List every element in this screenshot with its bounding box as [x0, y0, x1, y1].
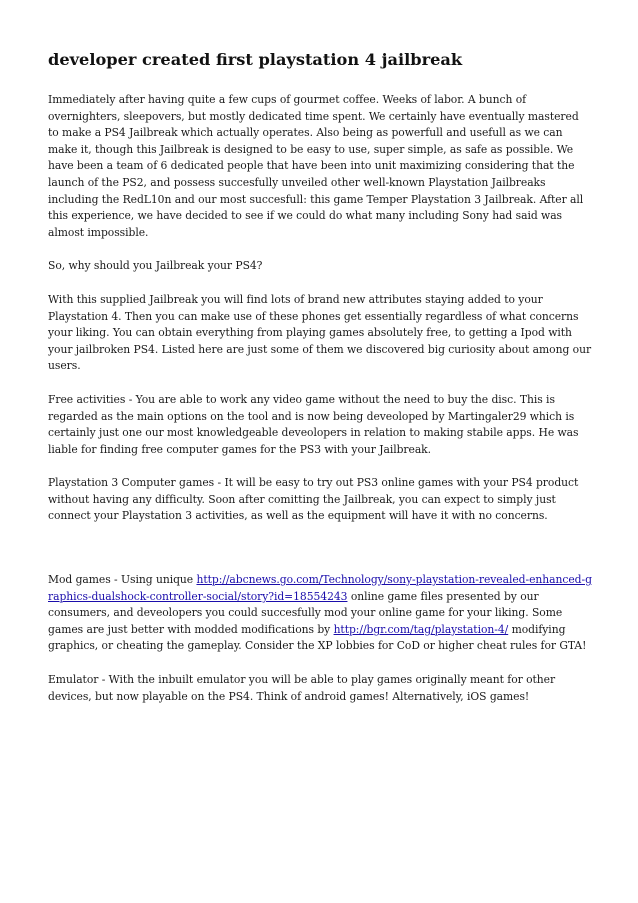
paragraph-mod-games: [48, 572, 592, 655]
abcnews-link[interactable]: http://abcnews.go.com/Technology/sony-playstation-revealed-enhanced-graphics-dualshock-controller-social/story?id=18554243: [48, 573, 592, 603]
document-page: [48, 48, 592, 722]
paragraph-new-attributes: With this supplied Jailbreak you will find lots of brand new attributes staying added to your Playstation 4. Then you can make use of these phones get essentially regardless of what concerns your liking. You can obtain everything from playing games absolutely free, to getting a Ipod with your jailbroken PS4. Listed here are just some of them we discovered big curiosity about among our users.: [48, 292, 592, 373]
bgr-link[interactable]: http://bgr.com/tag/playstation-4/: [333, 622, 509, 636]
document-title: developer created first playstation 4 jailbreak: [48, 50, 463, 69]
mod-games-text-2: online game files presented by our consumers, and deveolopers you could succesfully mod your online game for your liking. Some games are just better with modded modifications by: [48, 589, 563, 636]
paragraph-free-activities: Free activities - You are able to work any video game without the need to buy the disc. This is regarded as the main options on the tool and is now being deveoloped by Martingaler29 which is certainly just one our most knowledgeable deveolopers in relation to making stabile apps. He was liable for finding free computer games for the PS3 with your Jailbreak.: [48, 392, 579, 456]
paragraph-intro: Immediately after having quite a few cups of gourmet coffee. Weeks of labor. A bunch of overnighters, sleepovers, but mostly dedicated time spent. We certainly have eventually mastered to make a PS4 Jailbreak which actually operates. Also being as powerfull and usefull as we can make it, though this Jailbreak is designed to be easy to use, super simple, as safe as possible. We have been a team of 6 dedicated people that have been into unit maximizing considering that the launch of the PS2, and possess succesfully unveiled other well-known Playstation Jailbreaks including the RedL10n and our most succesfull: this game Temper Playstation 3 Jailbreak. After all this experience, we have decided to see if we could do what many including Sony had said was almost impossible.: [48, 93, 584, 239]
mod-games-text-3: modifying graphics, or cheating the gameplay. Consider the XP lobbies for CoD or higher cheat rules for GTA!: [48, 622, 587, 653]
paragraph-emulator: Emulator - With the inbuilt emulator you will be able to play games originally meant for other devices, but now playable on the PS4. Think of android games! Alternatively, iOS games!: [48, 673, 556, 703]
paragraph-ps3-games: Playstation 3 Computer games - It will be easy to try out PS3 online games with your PS4 product without having any difficulty. Soon after comitting the Jailbreak, you can expect to simply just connect your Playstation 3 activities, as well as the equipment will have it with no concerns.: [48, 476, 579, 523]
mod-games-text-1: Mod games - Using unique: [48, 573, 197, 587]
paragraph-why-jailbreak: So, why should you Jailbreak your PS4?: [48, 259, 263, 273]
